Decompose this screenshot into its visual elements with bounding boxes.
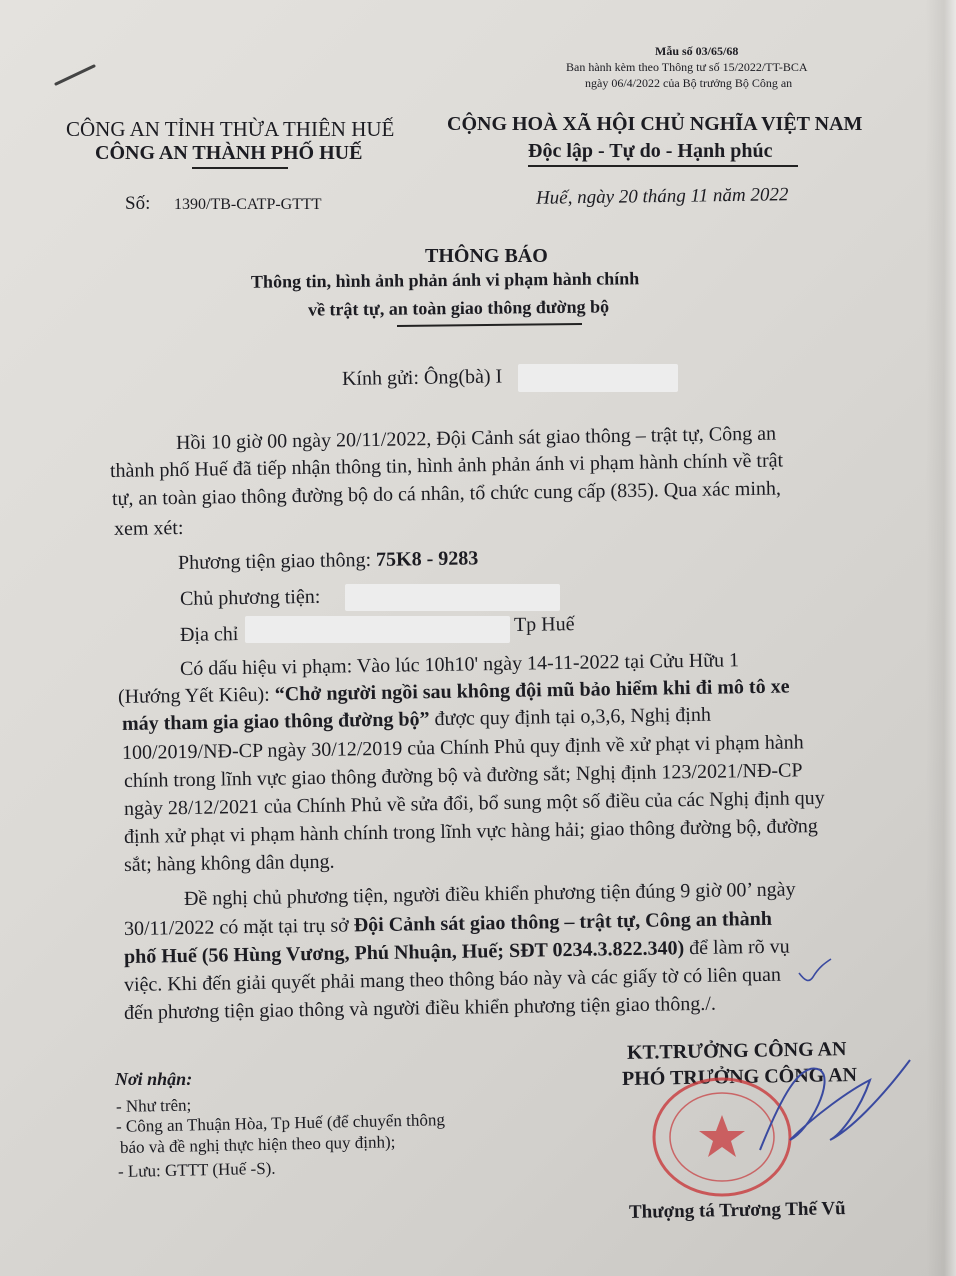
paragraph-line: tự, an toàn giao thông đường bộ do cá nhân, tổ chức cung cấp (835). Qua xác minh, bbox=[111, 477, 782, 510]
paragraph-line bbox=[124, 936, 790, 969]
salutation: Kính gửi: Ông(bà) I bbox=[341, 365, 503, 390]
document-subtitle-line1: Thông tin, hình ảnh phản ánh vi phạm hành chính bbox=[250, 268, 640, 292]
agency-underline bbox=[192, 167, 288, 169]
handwritten-signature bbox=[720, 1040, 920, 1180]
document-number-label: Số: bbox=[125, 193, 151, 214]
paragraph-line: định xử phạt vi phạm hành chính trong lĩnh vực hàng hải; giao thông đường bộ, đường bbox=[123, 815, 818, 848]
paragraph-line: Hồi 10 giờ 00 ngày 20/11/2022, Đội Cảnh sát giao thông – trật tự, Công an bbox=[175, 422, 777, 454]
signature-authority: KT.TRƯỞNG CÔNG AN bbox=[626, 1038, 847, 1064]
paragraph-line: xem xét: bbox=[113, 516, 184, 540]
recipient-item: - Như trên; bbox=[115, 1095, 192, 1116]
paragraph-line: 100/2019/NĐ-CP ngày 30/12/2019 của Chính Phủ quy định về xử phạt vi phạm hành bbox=[121, 731, 804, 764]
place-date: Huế, ngày 20 tháng 11 năm 2022 bbox=[535, 184, 789, 209]
paragraph-line: Có dấu hiệu vi phạm: Vào lúc 10h10' ngày 14-11-2022 tại Cửu Hữu 1 bbox=[179, 649, 740, 680]
paragraph-line bbox=[124, 908, 772, 941]
form-reference-line2: ngày 06/4/2022 của Bộ trưởng Bộ Công an bbox=[585, 76, 793, 90]
pen-mark bbox=[52, 60, 98, 88]
document-title: THÔNG BÁO bbox=[425, 245, 548, 267]
paragraph-line: Đề nghị chủ phương tiện, người điều khiển phương tiện đúng 9 giờ 00’ ngày bbox=[183, 878, 796, 910]
request-office: Đội Cảnh sát giao thông – trật tự, Công an thành bbox=[353, 907, 773, 937]
paragraph-line bbox=[122, 704, 711, 736]
recipients-heading: Nơi nhận: bbox=[115, 1069, 193, 1089]
recipient-item: - Công an Thuận Hòa, Tp Huế (để chuyển thông bbox=[115, 1110, 446, 1136]
address-city: Tp Huế bbox=[513, 613, 575, 636]
paragraph-line: việc. Khi đến giải quyết phải mang theo thông báo này và các giấy tờ có liên quan bbox=[123, 963, 782, 996]
motto-underline bbox=[528, 165, 798, 167]
document-subtitle-line2: về trật tự, an toàn giao thông đường bộ bbox=[307, 296, 610, 320]
request-purpose: để làm rõ vụ bbox=[684, 935, 790, 960]
paper-edge-shadow bbox=[926, 0, 956, 1276]
form-number: Mẫu số 03/65/68 bbox=[655, 44, 739, 58]
form-reference-line1: Ban hành kèm theo Thông tư số 15/2022/TT-BCA bbox=[566, 60, 808, 74]
subtitle-underline bbox=[397, 323, 582, 326]
national-motto: Độc lập - Tự do - Hạnh phúc bbox=[528, 140, 773, 162]
address-label: Địa chỉ bbox=[179, 623, 239, 646]
redaction-recipient bbox=[518, 364, 678, 392]
redaction-owner bbox=[345, 584, 560, 611]
vehicle-row bbox=[178, 547, 479, 575]
violation-description-cont: máy tham gia giao thông đường bộ” bbox=[121, 708, 430, 735]
redaction-address bbox=[245, 616, 510, 643]
signature-title: PHÓ TRƯỞNG CÔNG AN bbox=[621, 1063, 858, 1091]
national-title: CỘNG HOÀ XÃ HỘI CHỦ NGHĨA VIỆT NAM bbox=[447, 113, 863, 135]
request-date: 30/11/2022 có mặt tại trụ sở bbox=[123, 914, 354, 940]
agency-parent: CÔNG AN TỈNH THỪA THIÊN HUẾ bbox=[66, 117, 395, 141]
document-number: 1390/TB-CATP-GTTT bbox=[174, 196, 322, 213]
paragraph-line: thành phố Huế đã tiếp nhận thông tin, hình ảnh phản ánh vi phạm hành chính về trật bbox=[109, 449, 784, 482]
paragraph-line: sắt; hàng không dân dụng. bbox=[123, 850, 335, 876]
recipient-item: - Lưu: GTTT (Huế -S). bbox=[117, 1158, 276, 1181]
signer-name: Thượng tá Trương Thế Vũ bbox=[628, 1198, 846, 1223]
recipient-item: báo và đề nghị thực hiện theo quy định); bbox=[119, 1132, 396, 1157]
violation-regulation: được quy định tại o,3,6, Nghị định bbox=[429, 703, 712, 731]
agency-name: CÔNG AN THÀNH PHỐ HUẾ bbox=[95, 142, 363, 164]
vehicle-label: Phương tiện giao thông: bbox=[177, 548, 372, 574]
vehicle-plate: 75K8 - 9283 bbox=[375, 547, 479, 571]
paragraph-line: ngày 28/12/2021 của Chính Phủ về sửa đổi, bổ sung một số điều của các Nghị định quy bbox=[123, 786, 825, 820]
owner-label: Chủ phương tiện: bbox=[179, 585, 321, 610]
violation-description: “Chở người ngồi sau không đội mũ bảo hiểm khi đi mô tô xe bbox=[274, 675, 790, 706]
handwritten-check-mark bbox=[795, 955, 835, 985]
paragraph-line: đến phương tiện giao thông và người điều khiển phương tiện giao thông./. bbox=[123, 992, 717, 1024]
paragraph-line: chính trong lĩnh vực giao thông đường bộ và đường sắt; Nghị định 123/2021/NĐ-CP bbox=[123, 759, 803, 792]
request-address: phố Huế (56 Hùng Vương, Phú Nhuận, Huế; SĐT 0234.3.822.340) bbox=[123, 937, 685, 968]
violation-location: (Hướng Yết Kiêu): bbox=[117, 683, 275, 708]
